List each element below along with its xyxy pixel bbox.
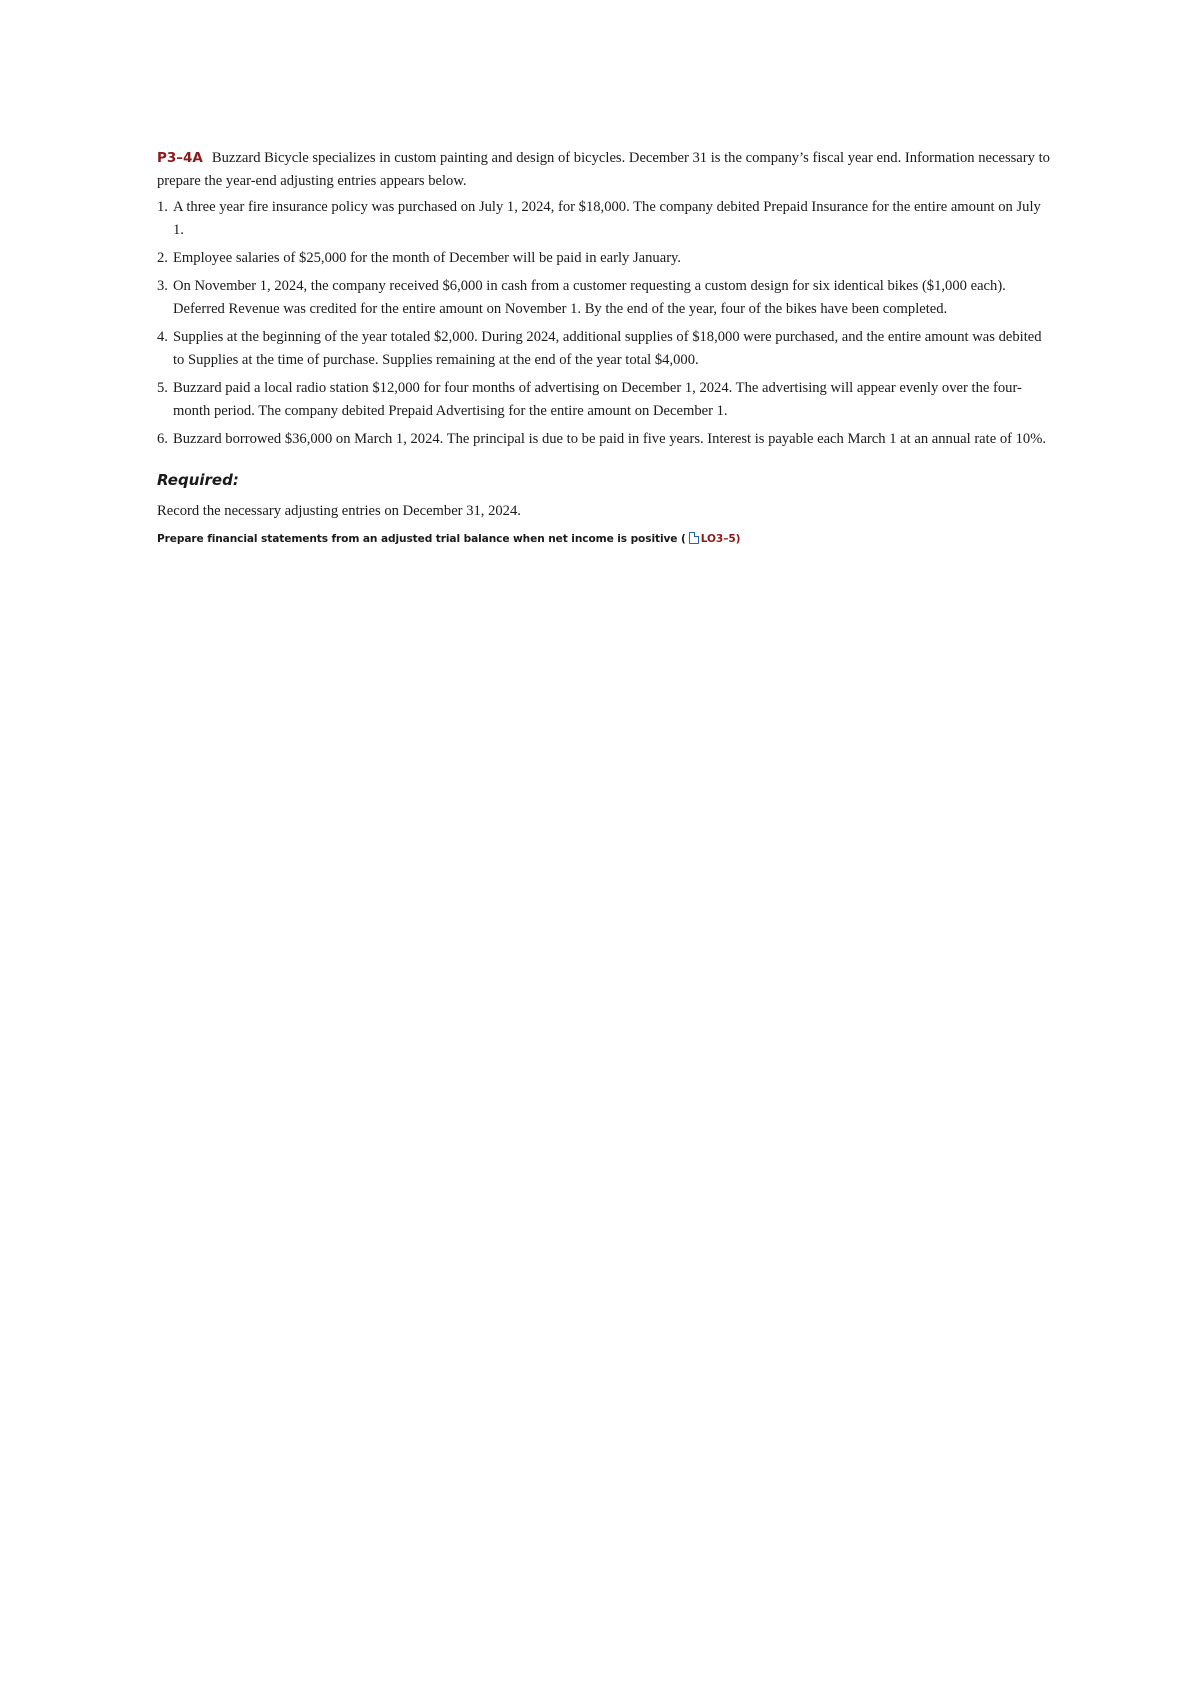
- list-item-text: A three year fire insurance policy was purchased on July 1, 2024, for $18,000. The company debited Prepaid Insurance for the entire amount on July 1.: [173, 199, 1041, 238]
- problem-id: P3–4A: [157, 150, 203, 166]
- list-item-number: 5.: [157, 380, 168, 396]
- problem-document: [157, 147, 1052, 547]
- list-item-number: 2.: [157, 250, 168, 266]
- list-item: [157, 326, 1052, 372]
- list-item-text: On November 1, 2024, the company received $6,000 in cash from a customer requesting a custom design for six identical bikes ($1,000 each). Deferred Revenue was credited for the entire amount on November 1. By the end of the year, four of the bikes have been completed.: [173, 278, 1006, 317]
- learning-objective-link[interactable]: LO3–5): [700, 533, 741, 545]
- document-link-icon[interactable]: [689, 532, 699, 544]
- required-heading: Required:: [157, 471, 239, 489]
- list-item-number: 6.: [157, 431, 168, 447]
- adjusting-items-list: [157, 196, 1052, 451]
- list-item-number: 1.: [157, 199, 168, 215]
- list-item: [157, 275, 1052, 321]
- next-problem-text: Prepare financial statements from an adjusted trial balance when net income is positive (: [157, 533, 686, 545]
- list-item-text: Buzzard borrowed $36,000 on March 1, 2024. The principal is due to be paid in five years. Interest is payable each March 1 at an annual rate of 10%.: [173, 431, 1047, 447]
- problem-intro: [157, 147, 1052, 193]
- list-item: [157, 377, 1052, 423]
- problem-intro-text: Buzzard Bicycle specializes in custom painting and design of bicycles. December 31 is the company’s fiscal year end. Information necessary to prepare the year-end adjusting entries appears below.: [157, 150, 1050, 189]
- next-problem-title: [157, 531, 1052, 547]
- list-item-text: Supplies at the beginning of the year totaled $2,000. During 2024, additional supplies of $18,000 were purchased, and the entire amount was debited to Supplies at the time of purchase. Supplies remaining at the end of the year total $4,000.: [173, 329, 1042, 368]
- required-text: Record the necessary adjusting entries on December 31, 2024.: [157, 503, 521, 519]
- list-item: [157, 428, 1052, 451]
- list-item-text: Buzzard paid a local radio station $12,000 for four months of advertising on December 1, 2024. The advertising will appear evenly over the four-month period. The company debited Prepaid Advertising for the entire amount on December 1.: [173, 380, 1022, 419]
- list-item-number: 4.: [157, 329, 168, 345]
- list-item-number: 3.: [157, 278, 168, 294]
- list-item: [157, 247, 1052, 270]
- list-item-text: Employee salaries of $25,000 for the month of December will be paid in early January.: [173, 250, 682, 266]
- list-item: [157, 196, 1052, 242]
